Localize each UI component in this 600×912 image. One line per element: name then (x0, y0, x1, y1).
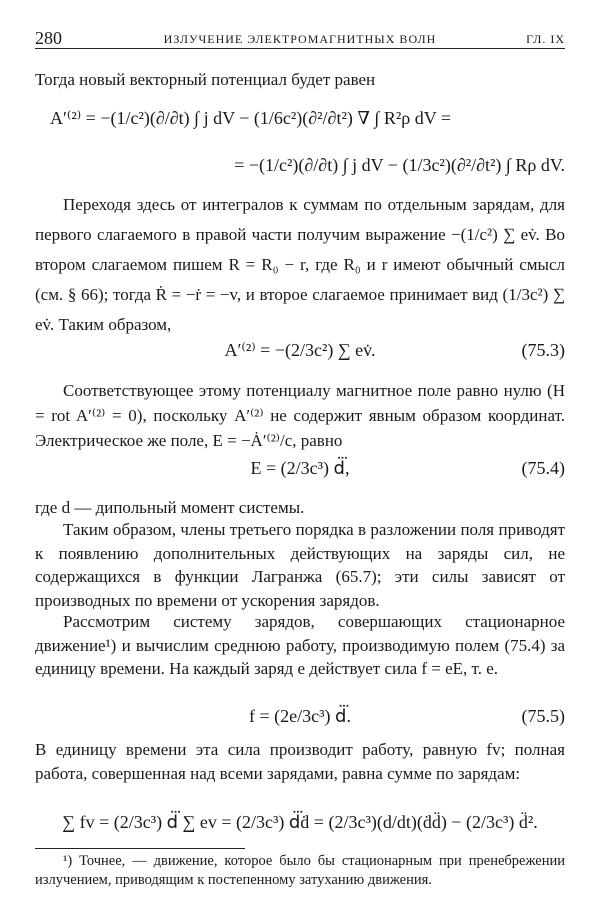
running-header (35, 28, 565, 48)
equation-75-4 (35, 458, 565, 479)
equation-number: (75.4) (521, 458, 565, 478)
chapter-label: ГЛ. IX (526, 32, 565, 46)
footnote: ¹) Точнее, — движение, которое было бы стационарным при пренебрежении излучением, приводящим к постепенному затуханию движения. (35, 853, 565, 888)
paragraph: Тогда новый векторный потенциал будет равен (35, 70, 376, 89)
footnote-rule (35, 848, 245, 849)
paragraph: где d — дипольный момент системы. (35, 498, 305, 517)
equation-body: E = (2/3c³) d⃛, (250, 458, 350, 478)
paragraph: Рассмотрим систему зарядов, совершающих стационарное движение¹) и вычислим среднюю работу, производимую полем (75.4) за единицу времени. На каждый заряд e действует сила f = eE, т. е. (35, 612, 565, 678)
equation: A′⁽²⁾ = −(1/c²)(∂/∂t) ∫ j dV − (1/6c²)(∂²/∂t²) ∇ ∫ R²ρ dV = (50, 108, 452, 128)
paragraph: Соответствующее этому потенциалу магнитное поле равно нулю (H = rot A′⁽²⁾ = 0), поскольку A′⁽²⁾ не содержит явным образом координат. Электрическое же поле, E = −Ȧ′⁽²⁾/c, равно (35, 381, 565, 450)
equation-75-5 (35, 706, 565, 727)
equation-body: f = (2e/3c³) d⃛. (249, 706, 351, 726)
equation-body: A′⁽²⁾ = −(2/3c²) ∑ ev̇. (224, 340, 376, 360)
page-number: 280 (35, 28, 62, 48)
equation-75-3 (35, 340, 565, 361)
equation: ∑ fv = (2/3c³) d⃛ ∑ ev = (2/3c³) d⃛ḋ = (2/3c³)(d/dt)(ḋd̈) − (2/3c³) d̈². (62, 812, 538, 832)
header-rule (35, 48, 565, 49)
equation: = −(1/c²)(∂/∂t) ∫ j dV − (1/3c²)(∂²/∂t²) ∫ Rρ dV. (234, 155, 565, 175)
running-title: ИЗЛУЧЕНИЕ ЭЛЕКТРОМАГНИТНЫХ ВОЛН (163, 32, 437, 46)
equation-number: (75.5) (521, 706, 565, 726)
paragraph: В единицу времени эта сила производит работу, равную fv; полная работа, совершенная над всеми зарядами, равна сумме по зарядам: (35, 740, 565, 783)
equation-number: (75.3) (521, 340, 565, 360)
paragraph: Переходя здесь от интегралов к суммам по отдельным зарядам, для первого слагаемого в правой части получим выражение −(1/c²) ∑ ev̇. Во втором слагаемом пишем R = R₀ − r, где R₀ и r имеют обычный смысл (см. § 66); тогда Ṙ = −ṙ = −v, и второе слагаемое принимает вид (1/3c²) ∑ ev̇. Таким образом, (35, 195, 565, 334)
paragraph: Таким образом, члены третьего порядка в разложении поля приводят к появлению дополнительных действующих на заряды сил, не содержащихся в функции Лагранжа (65.7); эти силы зависят от производных по времени от ускорения зарядов. (35, 520, 565, 610)
